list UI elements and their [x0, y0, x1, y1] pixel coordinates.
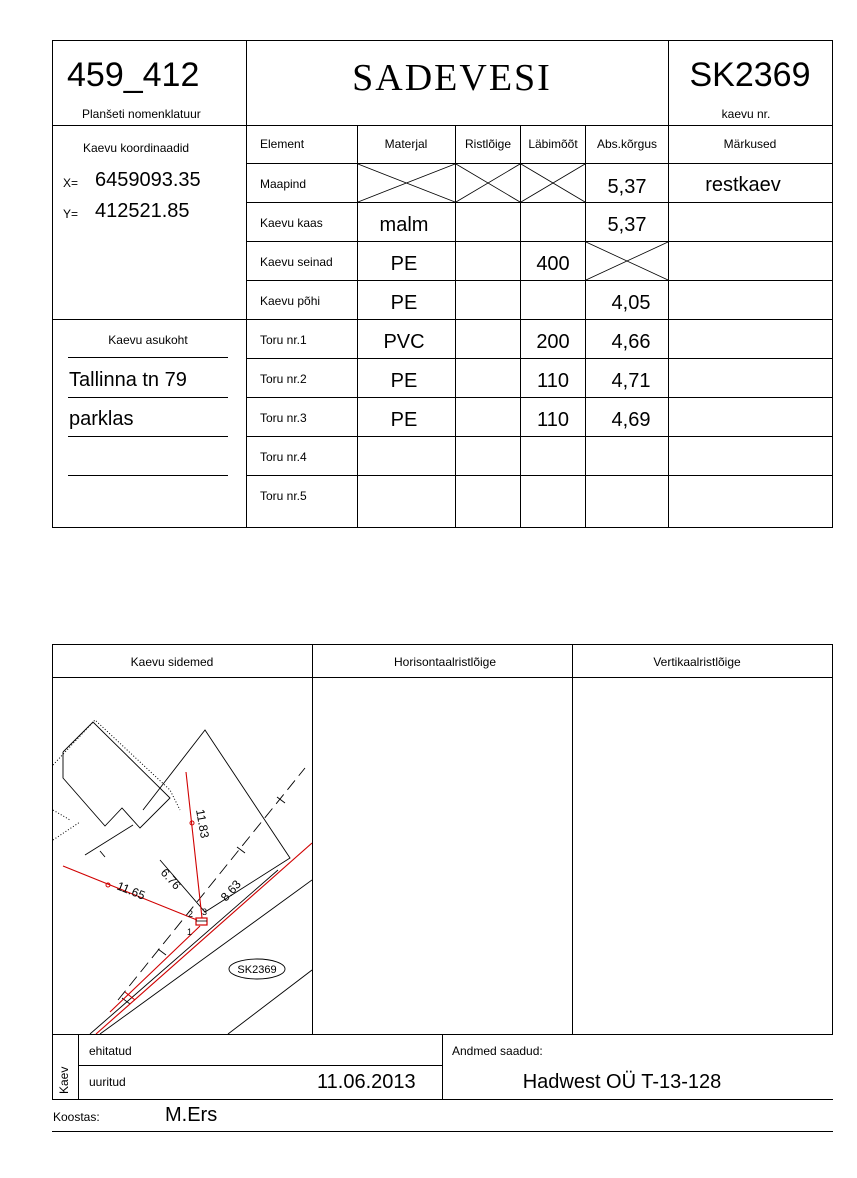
row-material: PE — [390, 409, 418, 431]
row-element: Toru nr.3 — [260, 411, 307, 425]
col-title-vertical: Vertikaalristlõige — [653, 655, 741, 669]
kaev-vertical-label: Kaev — [57, 1066, 71, 1094]
data-label: Andmed saadud: — [452, 1044, 543, 1058]
well-tag: SK2369 — [237, 964, 277, 976]
y-prefix: Y= — [63, 207, 79, 221]
row-element: Kaevu põhi — [260, 294, 321, 308]
row-element: Maapind — [260, 177, 307, 191]
col-header-diameter: Läbimõõt — [528, 137, 578, 151]
row-diameter: 200 — [536, 331, 570, 353]
row-element: Kaevu kaas — [260, 216, 323, 230]
col-header-cross: Ristlõige — [464, 137, 512, 151]
x-prefix: X= — [63, 176, 79, 190]
dist-label: 6.76 — [157, 865, 184, 893]
row-diameter: 400 — [536, 253, 570, 275]
row-element: Toru nr.5 — [260, 489, 307, 503]
author-label: Koostas: — [53, 1110, 100, 1124]
row-elevation: 5,37 — [607, 176, 647, 198]
coordinates-label: Kaevu koordinaadid — [83, 141, 190, 155]
surveyed-date: 11.06.2013 — [317, 1071, 416, 1093]
page-title: SADEVESI — [352, 57, 552, 99]
location-line2: parklas — [69, 408, 134, 430]
col-header-notes: Märkused — [723, 137, 777, 151]
row-notes: restkaev — [705, 174, 781, 196]
pipe-label: 3 — [202, 907, 208, 917]
row-element: Toru nr.1 — [260, 333, 307, 347]
surveyed-label: uuritud — [89, 1075, 126, 1089]
row-elevation: 4,69 — [611, 409, 651, 431]
pipe-label: 1 — [187, 927, 193, 937]
row-element: Toru nr.2 — [260, 372, 307, 386]
dist-label: 8.63 — [217, 877, 244, 905]
dist-label: 11.65 — [114, 878, 148, 903]
row-material: malm — [379, 214, 429, 236]
location-label: Kaevu asukoht — [108, 333, 188, 347]
site-sketch — [53, 678, 312, 1034]
well-number-label: kaevu nr. — [721, 107, 771, 121]
crossed-cells — [0, 0, 857, 540]
row-elevation: 4,71 — [611, 370, 651, 392]
col-header-element: Element — [260, 137, 305, 151]
sheet-label: Planšeti nomenklatuur — [82, 107, 201, 121]
row-diameter: 110 — [537, 409, 569, 431]
sheet-number: 459_412 — [67, 56, 200, 94]
built-label: ehitatud — [89, 1044, 132, 1058]
y-coordinate: 412521.85 — [95, 200, 190, 222]
row-elevation: 5,37 — [607, 214, 647, 236]
row-material: PE — [390, 253, 418, 275]
row-element: Toru nr.4 — [260, 450, 307, 464]
dist-label: 11.83 — [193, 808, 212, 840]
col-header-elevation: Abs.kõrgus — [596, 137, 658, 151]
col-header-material: Materjal — [384, 137, 428, 151]
pipe-label: 2 — [188, 909, 194, 919]
x-coordinate: 6459093.35 — [95, 169, 201, 191]
author-name: M.Ers — [165, 1104, 218, 1126]
col-title-horizontal: Horisontaalristlõige — [393, 655, 497, 669]
row-elevation: 4,66 — [611, 331, 651, 353]
well-number: SK2369 — [689, 56, 811, 94]
row-elevation: 4,05 — [611, 292, 651, 314]
row-material: PE — [390, 292, 418, 314]
row-material: PVC — [383, 331, 425, 353]
row-diameter: 110 — [537, 370, 569, 392]
row-material: PE — [390, 370, 418, 392]
data-source: Hadwest OÜ T-13-128 — [522, 1071, 722, 1093]
col-title-connections: Kaevu sidemed — [130, 655, 214, 669]
row-element: Kaevu seinad — [260, 255, 333, 269]
location-line1: Tallinna tn 79 — [69, 369, 187, 391]
